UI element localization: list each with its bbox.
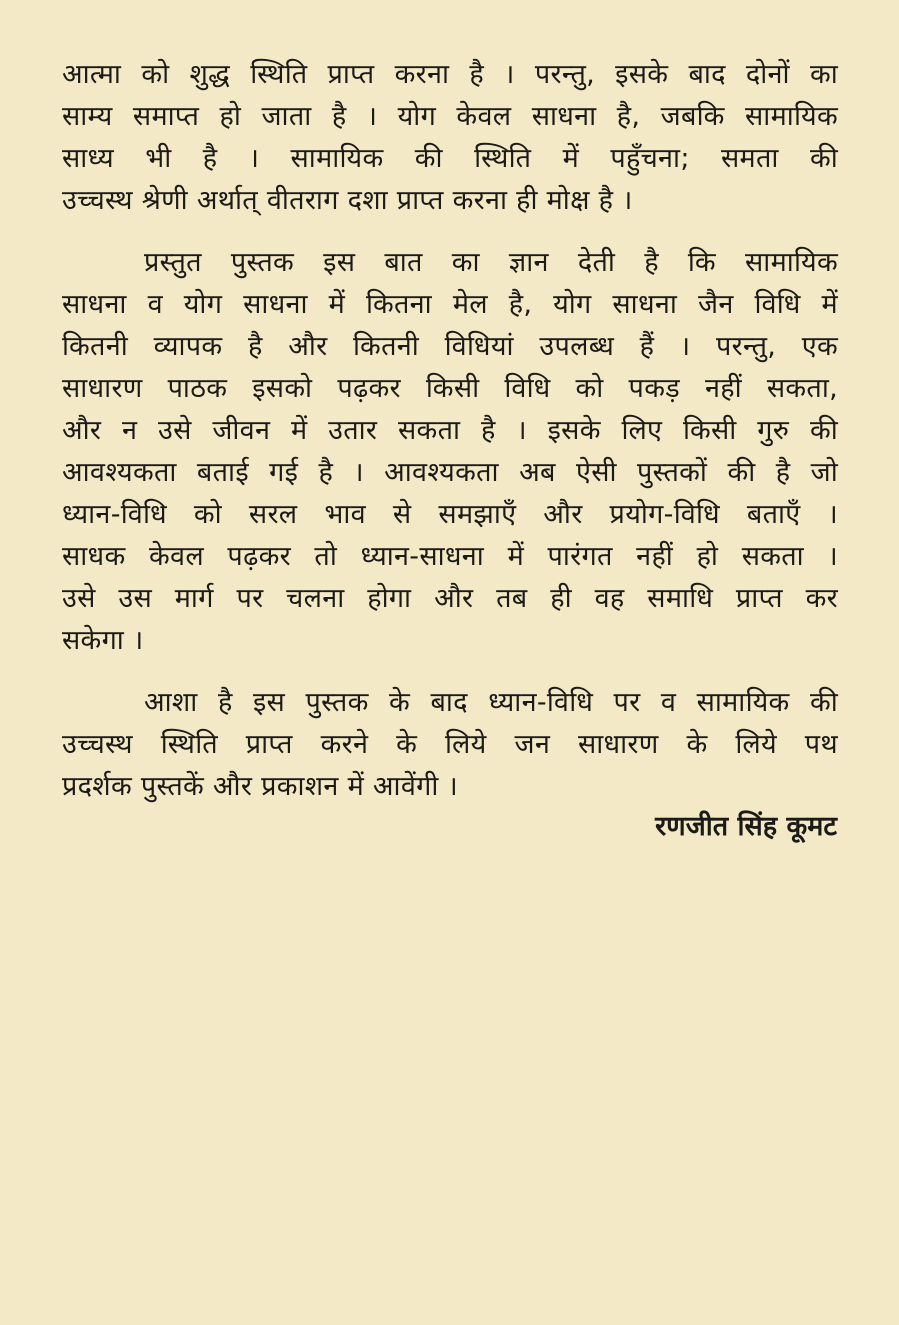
paragraph-3-line-3: प्रदर्शक पुस्तकें और प्रकाशन में आवेंगी ।	[62, 771, 459, 802]
paragraph-3	[62, 682, 838, 808]
paragraph-2	[62, 242, 838, 662]
paragraph-2-line-9: उसे उस मार्ग पर चलना होगा और तब ही वह समाधि प्राप्त कर	[62, 583, 838, 614]
paragraph-1-line-1: आत्मा को शुद्ध स्थिति प्राप्त करना है । परन्तु, इसके बाद दोनों का	[62, 59, 838, 90]
paragraph-2-line-7: ध्यान-विधि को सरल भाव से समझाएँ और प्रयोग-विधि बताएँ ।	[62, 499, 838, 530]
paragraph-3-line-1: आशा है इस पुस्तक के बाद ध्यान-विधि पर व सामायिक की	[144, 687, 838, 718]
paragraph-2-line-6: आवश्यकता बताई गई है । आवश्यकता अब ऐसी पुस्तकों की है जो	[62, 457, 838, 488]
paragraph-2-line-2: साधना व योग साधना में कितना मेल है, योग साधना जैन विधि में	[62, 289, 838, 320]
paragraph-2-line-3: कितनी व्यापक है और कितनी विधियां उपलब्ध हैं । परन्तु, एक	[62, 331, 838, 362]
paragraph-2-line-1: प्रस्तुत पुस्तक इस बात का ज्ञान देती है कि सामायिक	[144, 247, 838, 278]
author-signature: रणजीत सिंह कूमट	[655, 811, 837, 842]
paragraph-3-line-2: उच्चस्थ स्थिति प्राप्त करने के लिये जन साधारण के लिये पथ	[62, 729, 838, 760]
paragraph-2-line-10: सकेगा ।	[62, 625, 144, 656]
paragraph-2-line-8: साधक केवल पढ़कर तो ध्यान-साधना में पारंगत नहीं हो सकता ।	[62, 541, 838, 572]
paragraph-1	[62, 54, 838, 222]
paragraph-2-line-4: साधारण पाठक इसको पढ़कर किसी विधि को पकड़ नहीं सकता,	[62, 373, 838, 404]
paragraph-1-line-2: साम्य समाप्त हो जाता है । योग केवल साधना है, जबकि सामायिक	[62, 101, 838, 132]
paragraph-2-line-5: और न उसे जीवन में उतार सकता है । इसके लिए किसी गुरु की	[62, 415, 838, 446]
paragraph-1-line-3: साध्य भी है । सामायिक की स्थिति में पहुँचना; समता की	[62, 143, 838, 174]
paragraph-1-line-4: उच्चस्थ श्रेणी अर्थात् वीतराग दशा प्राप्त करना ही मोक्ष है ।	[62, 185, 633, 216]
